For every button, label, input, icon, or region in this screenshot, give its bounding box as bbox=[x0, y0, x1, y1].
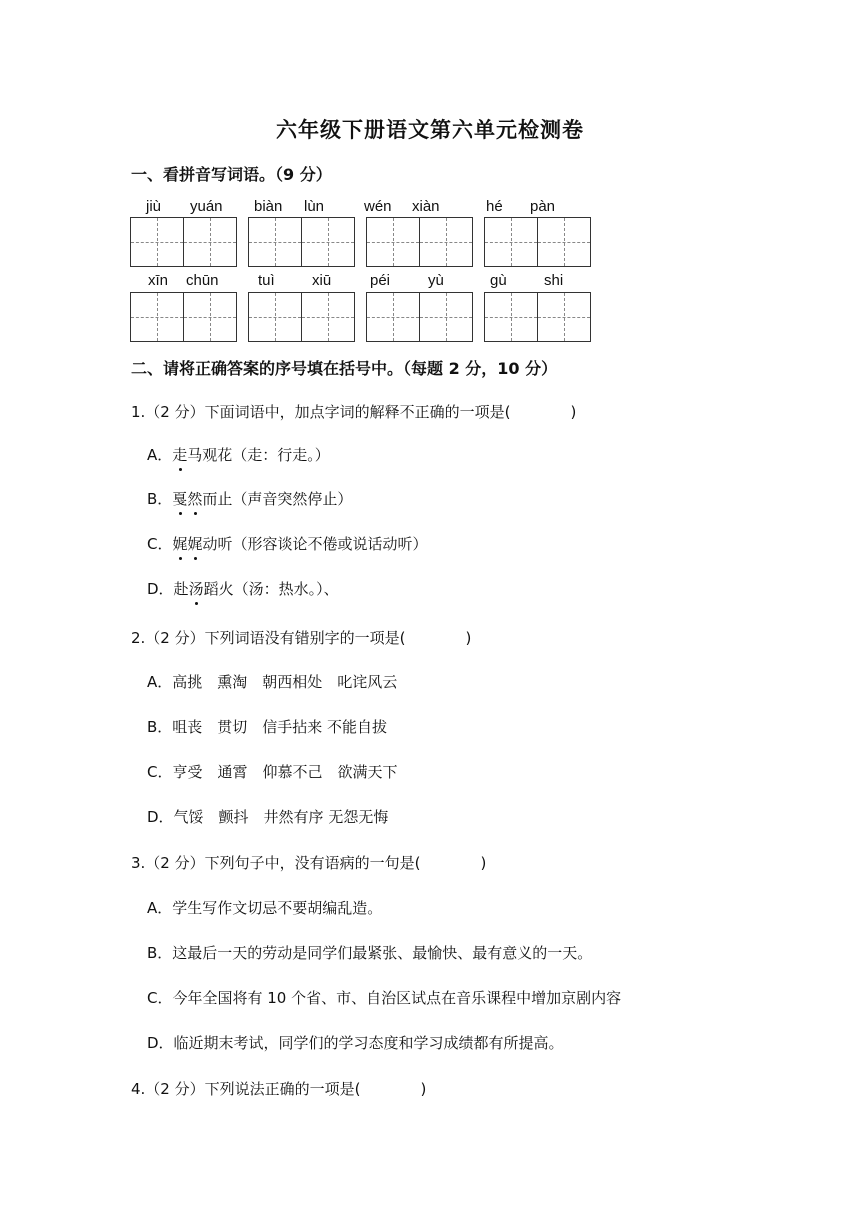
question-3-option-a: A．学生写作文切忌不要胡编乱造。 bbox=[147, 899, 383, 917]
option-prefix: D．赴 bbox=[147, 580, 189, 598]
emphasis-dot-char: 娓 bbox=[172, 535, 188, 553]
pinyin-group bbox=[484, 198, 592, 218]
writing-cell[interactable] bbox=[366, 217, 420, 267]
option-text: 蹈火（汤：热水。）、 bbox=[203, 580, 339, 598]
option-text: 而止（声音突然停止） bbox=[202, 490, 353, 508]
question-1-option-c bbox=[147, 533, 428, 554]
writing-cell[interactable] bbox=[419, 292, 473, 342]
pinyin-group bbox=[130, 272, 238, 292]
pinyin-syllable: tuì bbox=[258, 272, 275, 289]
writing-cell[interactable] bbox=[183, 217, 237, 267]
pinyin-syllable: hé bbox=[486, 198, 503, 215]
pinyin-syllable: yuán bbox=[190, 198, 223, 215]
pinyin-syllable: xiū bbox=[312, 272, 332, 289]
pinyin-group bbox=[366, 198, 474, 218]
option-prefix: A． bbox=[147, 446, 173, 464]
question-2-option-c: C．亨受 通霄 仰慕不己 欲满天下 bbox=[147, 763, 398, 781]
pinyin-syllable: chūn bbox=[186, 272, 219, 289]
question-3-option-b: B．这最后一天的劳动是同学们最紧张、最愉快、最有意义的一天。 bbox=[147, 944, 593, 962]
writing-box-row-1 bbox=[130, 217, 600, 267]
pinyin-syllable: lùn bbox=[304, 198, 325, 215]
writing-cell[interactable] bbox=[301, 217, 355, 267]
writing-box-group bbox=[484, 217, 592, 267]
writing-cell[interactable] bbox=[419, 217, 473, 267]
writing-box-group bbox=[130, 292, 238, 342]
question-3-stem: 3.（2 分）下列句子中，没有语病的一句是( ) bbox=[131, 854, 487, 872]
emphasis-dot-char: 走 bbox=[172, 446, 188, 464]
question-2-option-b: B．咀丧 贯切 信手拈来 不能自拔 bbox=[147, 718, 388, 736]
emphasis-dot-char: 娓 bbox=[187, 535, 203, 553]
emphasis-dot-char: 戛 bbox=[172, 490, 188, 508]
question-3-option-c: C．今年全国将有 10 个省、市、自治区试点在音乐课程中增加京剧内容 bbox=[147, 989, 622, 1007]
writing-box-group bbox=[248, 292, 356, 342]
writing-cell[interactable] bbox=[366, 292, 420, 342]
writing-box-row-2 bbox=[130, 292, 600, 342]
option-prefix: B． bbox=[147, 490, 173, 508]
pinyin-syllable: xīn bbox=[148, 272, 169, 289]
writing-box-group bbox=[484, 292, 592, 342]
pinyin-syllable: biàn bbox=[254, 198, 283, 215]
writing-cell[interactable] bbox=[248, 292, 302, 342]
writing-cell[interactable] bbox=[537, 217, 591, 267]
pinyin-syllable: wén bbox=[364, 198, 392, 215]
writing-cell[interactable] bbox=[248, 217, 302, 267]
writing-box-group bbox=[248, 217, 356, 267]
question-2-option-d: D．气馁 颤抖 井然有序 无怨无悔 bbox=[147, 808, 389, 826]
emphasis-dot-char: 然 bbox=[187, 490, 203, 508]
pinyin-syllable: shi bbox=[544, 272, 564, 289]
section-1-heading: 一、看拼音写词语。（9 分） bbox=[131, 165, 332, 184]
page-title: 六年级下册语文第六单元检测卷 bbox=[276, 117, 584, 142]
section-2-heading: 二、请将正确答案的序号填在括号中。（每题 2 分，10 分） bbox=[131, 359, 558, 378]
pinyin-syllable: xiàn bbox=[412, 198, 440, 215]
pinyin-group bbox=[130, 198, 238, 218]
emphasis-dot-char: 汤 bbox=[188, 580, 204, 598]
question-1-option-b bbox=[147, 488, 352, 509]
question-2-option-a: A．高挑 熏淘 朝西相处 叱诧风云 bbox=[147, 673, 398, 691]
writing-box-group bbox=[366, 292, 474, 342]
pinyin-row-2 bbox=[130, 272, 600, 292]
writing-box-group bbox=[366, 217, 474, 267]
question-4-stem: 4.（2 分）下列说法正确的一项是( ) bbox=[131, 1080, 427, 1098]
writing-cell[interactable] bbox=[484, 217, 538, 267]
writing-cell[interactable] bbox=[183, 292, 237, 342]
option-text: 动听（形容谈论不倦或说话动听） bbox=[202, 535, 428, 553]
pinyin-syllable: yù bbox=[428, 272, 444, 289]
pinyin-syllable: gù bbox=[490, 272, 507, 289]
pinyin-syllable: péi bbox=[370, 272, 391, 289]
question-1-stem: 1.（2 分）下面词语中，加点字词的解释不正确的一项是( ) bbox=[131, 403, 577, 421]
question-1-option-a bbox=[147, 444, 330, 465]
pinyin-syllable: pàn bbox=[530, 198, 556, 215]
pinyin-group bbox=[248, 198, 356, 218]
pinyin-syllable: jiù bbox=[146, 198, 162, 215]
writing-cell[interactable] bbox=[537, 292, 591, 342]
question-3-option-d: D．临近期末考试，同学们的学习态度和学习成绩都有所提高。 bbox=[147, 1034, 564, 1052]
writing-cell[interactable] bbox=[301, 292, 355, 342]
question-2-stem: 2.（2 分）下列词语没有错别字的一项是( ) bbox=[131, 629, 472, 647]
pinyin-group bbox=[366, 272, 474, 292]
pinyin-group bbox=[484, 272, 592, 292]
pinyin-group bbox=[248, 272, 356, 292]
writing-box-group bbox=[130, 217, 238, 267]
pinyin-row-1 bbox=[130, 198, 600, 218]
option-text: 马观花（走：行走。） bbox=[187, 446, 330, 464]
writing-cell[interactable] bbox=[130, 217, 184, 267]
writing-cell[interactable] bbox=[130, 292, 184, 342]
question-1-option-d bbox=[147, 578, 339, 599]
option-prefix: C． bbox=[147, 535, 173, 553]
writing-cell[interactable] bbox=[484, 292, 538, 342]
